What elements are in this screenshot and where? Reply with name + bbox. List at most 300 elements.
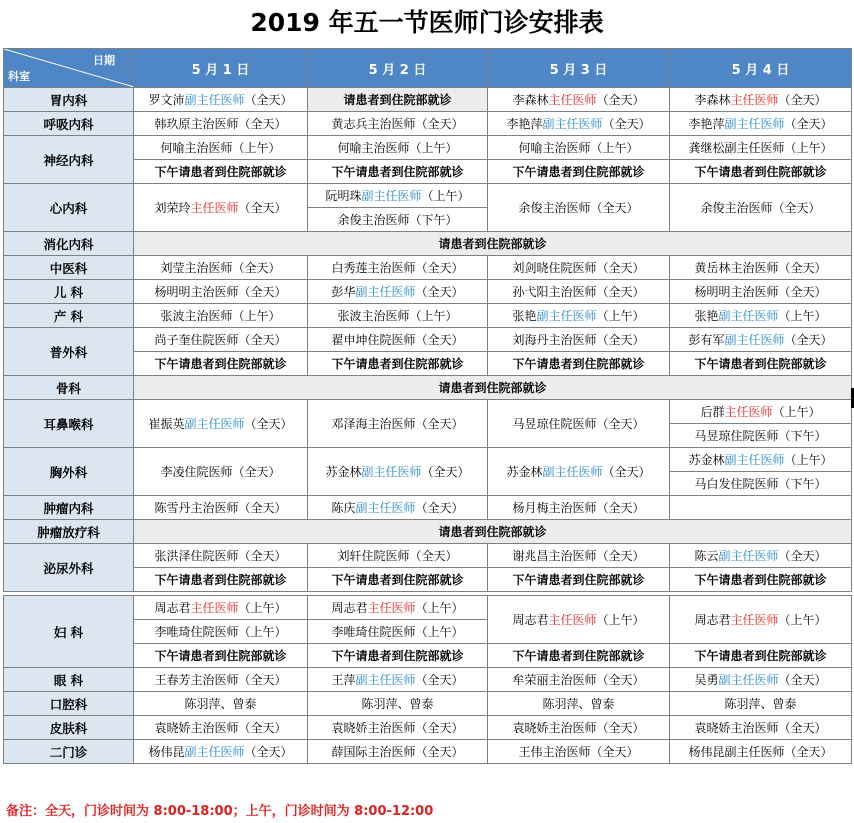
cell-d2-text: 白秀莲主治医师（全天） [331,261,464,275]
cell-d4-text: 陈羽萍、曾泰 [724,697,797,711]
cell-d3-text: 谢兆昌主治医师（全天） [512,549,645,563]
schedule-cell [670,716,852,740]
corner-date: 日期 [93,54,115,67]
dept-name: 普外科 [49,344,88,360]
schedule-cell [308,620,488,644]
cell-d1-text: 韩玖原主治医师（全天） [154,117,287,131]
cell-d1-text: 袁晓娇主治医师（全天） [154,721,287,735]
schedule-cell [488,256,670,280]
table-row [4,520,852,544]
dept-cell [4,112,134,136]
cell-d4-time: （全天） [778,673,827,687]
schedule-cell [488,328,670,352]
schedule-cell [308,740,488,764]
cell-d4a-title: 副主任医师 [724,453,785,467]
cell-d1-text: 杨明明主治医师（全天） [154,285,287,299]
schedule-cell [308,644,488,668]
schedule-cell [670,424,852,448]
table-row [4,256,852,280]
cell-d1-text: 张洪泽住院医师（全天） [154,549,287,563]
table-row [4,280,852,304]
table-row [4,716,852,740]
pm-note: 下午请患者到住院部就诊 [331,573,464,587]
cell-d1-title: 副主任医师 [184,93,245,107]
table-row [4,740,852,764]
dept-cell [4,448,134,496]
cell-d3-time: （全天） [602,117,651,131]
table-row [4,304,852,328]
dept-cell [4,280,134,304]
schedule-cell [670,160,852,184]
cell-d4a-doctor: 后群 [700,405,725,419]
cell-d1-text: 李凌住院医师（全天） [160,465,281,479]
schedule-cell [134,644,308,668]
table-row [4,544,852,568]
cell-d4-doctor: 张艳 [694,309,719,323]
cell-d1-title: 主治医师 [190,673,239,687]
schedule-cell [670,596,852,644]
cell-d2-title: 副主任医师 [361,465,422,479]
schedule-cell [488,448,670,496]
schedule-cell [134,568,308,592]
table-row [4,112,852,136]
cell-d2-text: 何喻主治医师（上午） [337,141,458,155]
schedule-cell [488,400,670,448]
cell-d3-time: （全天） [602,465,651,479]
cell-d2-doctor: 苏金林 [325,465,362,479]
cell-d1-text: 陈羽萍、曾泰 [184,697,257,711]
schedule-cell [134,400,308,448]
cell-d1a-title: 主任医师 [190,601,239,615]
pm-note: 下午请患者到住院部就诊 [331,357,464,371]
cell-d3-title: 副主任医师 [536,309,597,323]
cell-d4-title: 副主任医师 [718,549,779,563]
cell-d2-text: 请患者到住院部就诊 [343,93,452,107]
schedule-cell [670,496,852,520]
cell-d1-text: 何喻主治医师（上午） [160,141,281,155]
cell-d4-text: 余俊主治医师（全天） [700,201,821,215]
cell-d4-time: （全天） [784,117,833,131]
day-label: 5 月 4 日 [731,62,790,78]
schedule-cell [670,136,852,160]
schedule-cell [670,184,852,232]
cell-d4-title: 主任医师 [730,93,779,107]
cell-d3-doctor: 张艳 [512,309,537,323]
day-header [670,49,852,88]
cell-d2-text: 黄志兵主治医师（全天） [331,117,464,131]
table-row [4,376,852,400]
pm-note: 下午请患者到住院部就诊 [331,165,464,179]
schedule-cell [134,496,308,520]
cell-d2-text: 张波主治医师（上午） [337,309,458,323]
schedule-cell [488,184,670,232]
cell-d4-doctor: 李森林 [694,93,731,107]
cell-d3-doctor: 周志君 [512,613,549,627]
cell-d2-text: 袁晓娇主治医师（全天） [331,721,464,735]
cell-d1-doctor: 罗文沛 [148,93,185,107]
cell-d4-title: 副主任医师 [724,333,785,347]
cell-d1-title: 副主任医师 [184,417,245,431]
dept-cell [4,232,134,256]
cell-d2-text: 刘轩住院医师（全天） [337,549,458,563]
cell-d2b-text: 李唯琦住院医师（上午） [331,625,464,639]
cell-d4-doctor: 吴勇 [694,673,719,687]
schedule-cell [670,304,852,328]
dept-name: 产 科 [53,308,84,324]
cell-d3-time: （上午） [596,309,645,323]
dept-cell [4,184,134,232]
cell-d4a-time: （上午） [772,405,821,419]
schedule-cell [308,596,488,620]
pm-note: 下午请患者到住院部就诊 [331,649,464,663]
dept-name: 心内科 [49,200,88,216]
corner-cell [4,49,134,88]
dept-cell [4,520,134,544]
cell-d4-doctor: 陈云 [694,549,719,563]
schedule-cell [308,280,488,304]
dept-name: 神经内科 [43,152,94,168]
table-row [4,448,852,472]
schedule-cell [308,88,488,112]
schedule-cell [134,352,308,376]
corner-dept: 科室 [8,70,30,83]
cell-d3-text: 陈羽萍、曾泰 [542,697,615,711]
schedule-cell [488,716,670,740]
cell-d3-text: 刘剑晓住院医师（全天） [512,261,645,275]
dept-name: 中医科 [49,260,88,276]
cell-d4-title: 副主任医师 [718,309,779,323]
cell-d3-text: 何喻主治医师（上午） [518,141,639,155]
dept-cell [4,740,134,764]
schedule-cell [134,88,308,112]
table-row [4,232,852,256]
schedule-table [3,48,852,764]
schedule-cell [488,644,670,668]
schedule-cell [670,668,852,692]
cell-d2a-doctor: 阮明珠 [325,189,362,203]
cell-d4b-text: 马白发住院医师（下午） [694,477,827,491]
schedule-cell [134,136,308,160]
schedule-cell [488,544,670,568]
schedule-cell [134,520,852,544]
day-header [488,49,670,88]
schedule-cell [134,256,308,280]
pm-note: 下午请患者到住院部就诊 [512,357,645,371]
schedule-cell [308,136,488,160]
pm-note: 下午请患者到住院部就诊 [512,165,645,179]
cell-d4-title: 副主任医师 [718,673,779,687]
dept-cell [4,496,134,520]
dept-name: 胸外科 [49,464,88,480]
cell-d3-text: 杨月梅主治医师（全天） [512,501,645,515]
pm-note: 下午请患者到住院部就诊 [512,573,645,587]
cell-d3-doctor: 苏金林 [506,465,543,479]
cell-d1-text: 张波主治医师（上午） [160,309,281,323]
schedule-cell [134,304,308,328]
pm-note: 下午请患者到住院部就诊 [512,649,645,663]
cell-d4-title: 主任医师 [730,613,779,627]
schedule-cell [670,400,852,424]
cell-d4-time: （上午） [778,613,827,627]
cell-d2-title: 副主任医师 [355,673,416,687]
table-row [4,668,852,692]
dept-cell [4,692,134,716]
table-row [4,496,852,520]
cell-d1-doctor: 王春芳 [154,673,191,687]
cell-d3-text: 孙弋阳主治医师（全天） [512,285,645,299]
schedule-cell [134,692,308,716]
schedule-cell [308,112,488,136]
cell-d2a-title: 副主任医师 [361,189,422,203]
schedule-cell [308,256,488,280]
schedule-cell [308,400,488,448]
cell-d1-title: 副主任医师 [184,745,245,759]
dept-cell [4,256,134,280]
inpatient-note: 请患者到住院部就诊 [438,525,547,539]
dept-cell [4,328,134,376]
cell-d2-time: （全天） [415,673,464,687]
dept-cell [4,376,134,400]
cell-d1-time: （全天） [244,93,293,107]
schedule-cell [670,544,852,568]
schedule-cell [308,448,488,496]
day-header [134,49,308,88]
cell-d1-text: 刘莹主治医师（全天） [160,261,281,275]
schedule-cell [670,256,852,280]
schedule-cell [670,740,852,764]
dept-name: 胃内科 [49,92,88,108]
cell-d3-text: 余俊主治医师（全天） [518,201,639,215]
schedule-cell [670,88,852,112]
cell-d2-time: （全天） [415,501,464,515]
pm-note: 下午请患者到住院部就诊 [694,357,827,371]
schedule-cell [670,280,852,304]
cell-d2-text: 陈羽萍、曾泰 [361,697,434,711]
cell-d3-text: 王伟主治医师（全天） [518,745,639,759]
schedule-cell [488,352,670,376]
cell-d4a-doctor: 苏金林 [688,453,725,467]
schedule-cell [308,328,488,352]
cell-d1-text: 陈雪丹主治医师（全天） [154,501,287,515]
cell-d2a-doctor: 周志君 [331,601,368,615]
cell-d1-time: （全天） [238,673,287,687]
cell-d2-doctor: 王萍 [331,673,356,687]
schedule-cell [488,668,670,692]
cell-d1a-time: （上午） [238,601,287,615]
schedule-cell [488,304,670,328]
schedule-cell [488,568,670,592]
schedule-cell [308,184,488,208]
cell-d1-title: 主任医师 [190,201,239,215]
cell-d1-time: （全天） [244,745,293,759]
schedule-cell [488,136,670,160]
dept-cell [4,88,134,112]
schedule-cell [134,328,308,352]
cell-d2-text: 邓泽海主治医师（全天） [331,417,464,431]
schedule-cell [308,544,488,568]
header-row [4,49,852,88]
cell-d1-text: 尚子奎住院医师（全天） [154,333,287,347]
schedule-cell [670,692,852,716]
day-label: 5 月 2 日 [368,62,427,78]
cell-d4-text: 龚继松副主任医师（上午） [688,141,833,155]
cell-d2-time: （全天） [421,465,470,479]
schedule-cell [134,184,308,232]
cell-d2-title: 副主任医师 [355,501,416,515]
schedule-cell [308,208,488,232]
dept-cell [4,304,134,328]
schedule-cell [670,352,852,376]
schedule-cell [308,716,488,740]
cell-d1b-text: 李唯琦住院医师（上午） [154,625,287,639]
schedule-cell [670,328,852,352]
dept-cell [4,136,134,184]
cell-d2a-time: （上午） [421,189,470,203]
cell-d4a-time: （上午） [784,453,833,467]
pm-note: 下午请患者到住院部就诊 [154,357,287,371]
schedule-cell [308,160,488,184]
cell-d2-text: 薛国际主治医师（全天） [331,745,464,759]
dept-name: 耳鼻喉科 [43,416,94,432]
cell-d4b-text: 马昱琼住院医师（下午） [694,429,827,443]
cell-d3-text: 马昱琼住院医师（全天） [512,417,645,431]
pm-note: 下午请患者到住院部就诊 [154,573,287,587]
cell-d3-time: （全天） [596,93,645,107]
schedule-cell [134,448,308,496]
schedule-cell [134,620,308,644]
cell-d3-time: （上午） [596,613,645,627]
pm-note: 下午请患者到住院部就诊 [694,649,827,663]
cell-d1-doctor: 杨伟昆 [148,745,185,759]
pm-note: 下午请患者到住院部就诊 [154,649,287,663]
pm-note: 下午请患者到住院部就诊 [694,573,827,587]
schedule-cell [670,568,852,592]
cell-d2-text: 翟申坤住院医师（全天） [331,333,464,347]
dept-name: 眼 科 [53,672,84,688]
cell-d3-title: 主任医师 [548,93,597,107]
cell-d2-doctor: 陈庆 [331,501,356,515]
cell-d2-time: （全天） [415,285,464,299]
schedule-cell [308,304,488,328]
cell-d4-title: 副主任医师 [724,117,785,131]
schedule-cell [488,280,670,304]
cell-d3-doctor: 李森林 [512,93,549,107]
day-header [308,49,488,88]
dept-cell [4,668,134,692]
table-row [4,328,852,352]
cell-d4-text: 黄岳林主治医师（全天） [694,261,827,275]
cell-d1-time: （全天） [238,201,287,215]
table-row [4,596,852,620]
cell-d3-text: 牟荣丽主治医师（全天） [512,673,645,687]
schedule-cell [134,544,308,568]
table-row [4,400,852,424]
cell-d3-text: 袁晓娇主治医师（全天） [512,721,645,735]
table-row [4,88,852,112]
cell-d4-doctor: 彭有军 [688,333,725,347]
pm-note: 下午请患者到住院部就诊 [154,165,287,179]
schedule-cell [134,740,308,764]
dept-name: 口腔科 [49,696,88,712]
cell-d4-doctor: 周志君 [694,613,731,627]
schedule-cell [134,232,852,256]
cell-d2a-time: （上午） [415,601,464,615]
cell-d2b-text: 余俊主治医师（下午） [337,213,458,227]
dept-cell [4,716,134,740]
schedule-cell [134,376,852,400]
cell-d3-title: 主任医师 [548,613,597,627]
schedule-cell [488,496,670,520]
cell-d3-text: 刘海丹主治医师（全天） [512,333,645,347]
schedule-cell [308,496,488,520]
cell-d4-text: 杨伟昆副主任医师（全天） [688,745,833,759]
dept-name: 皮肤科 [49,720,88,736]
cell-d4-time: （全天） [784,333,833,347]
cell-d1-doctor: 刘荣玲 [154,201,191,215]
dept-name: 泌尿外科 [43,560,94,576]
schedule-cell [134,280,308,304]
schedule-cell [134,112,308,136]
dept-name: 妇 科 [53,624,84,640]
cell-d4-text: 杨明明主治医师（全天） [694,285,827,299]
dept-name: 消化内科 [43,236,94,252]
dept-name: 肿瘤放疗科 [37,524,100,540]
dept-cell [4,596,134,668]
schedule-cell [488,160,670,184]
footnote: 备注：全天，门诊时间为 8:00-18:00；上午，门诊时间为 8:00-12:00 [6,804,434,819]
cell-d1-time: （全天） [244,417,293,431]
schedule-cell [670,644,852,668]
table-row [4,136,852,160]
table-row [4,692,852,716]
schedule-cell [488,112,670,136]
table-row [4,184,852,208]
schedule-cell [670,112,852,136]
pm-note: 下午请患者到住院部就诊 [694,165,827,179]
schedule-cell [308,352,488,376]
schedule-cell [134,716,308,740]
dept-name: 二门诊 [49,744,88,760]
cell-d3-title: 副主任医师 [542,465,603,479]
dept-name: 呼吸内科 [43,116,94,132]
dept-name: 骨科 [55,380,81,396]
cell-d4a-title: 主任医师 [724,405,773,419]
schedule-cell [134,596,308,620]
cell-d4-time: （上午） [778,309,827,323]
schedule-cell [670,472,852,496]
inpatient-note: 请患者到住院部就诊 [438,237,547,251]
schedule-cell [488,692,670,716]
dept-cell [4,400,134,448]
dept-name: 肿瘤内科 [43,500,94,516]
dept-cell [4,544,134,592]
schedule-cell [670,448,852,472]
cell-d4-text: 袁晓娇主治医师（全天） [694,721,827,735]
schedule-cell [308,668,488,692]
schedule-cell [488,740,670,764]
cell-d4-time: （全天） [778,93,827,107]
schedule-cell [134,668,308,692]
cell-d1a-doctor: 周志君 [154,601,191,615]
dept-name: 儿 科 [53,284,84,300]
schedule-cell [308,568,488,592]
page-title: 2019 年五一节医师门诊安排表 [250,8,604,37]
cell-d4-time: （全天） [778,549,827,563]
schedule-cell [134,160,308,184]
schedule-cell [488,596,670,644]
cell-d2-title: 副主任医师 [355,285,416,299]
schedule-cell [488,88,670,112]
